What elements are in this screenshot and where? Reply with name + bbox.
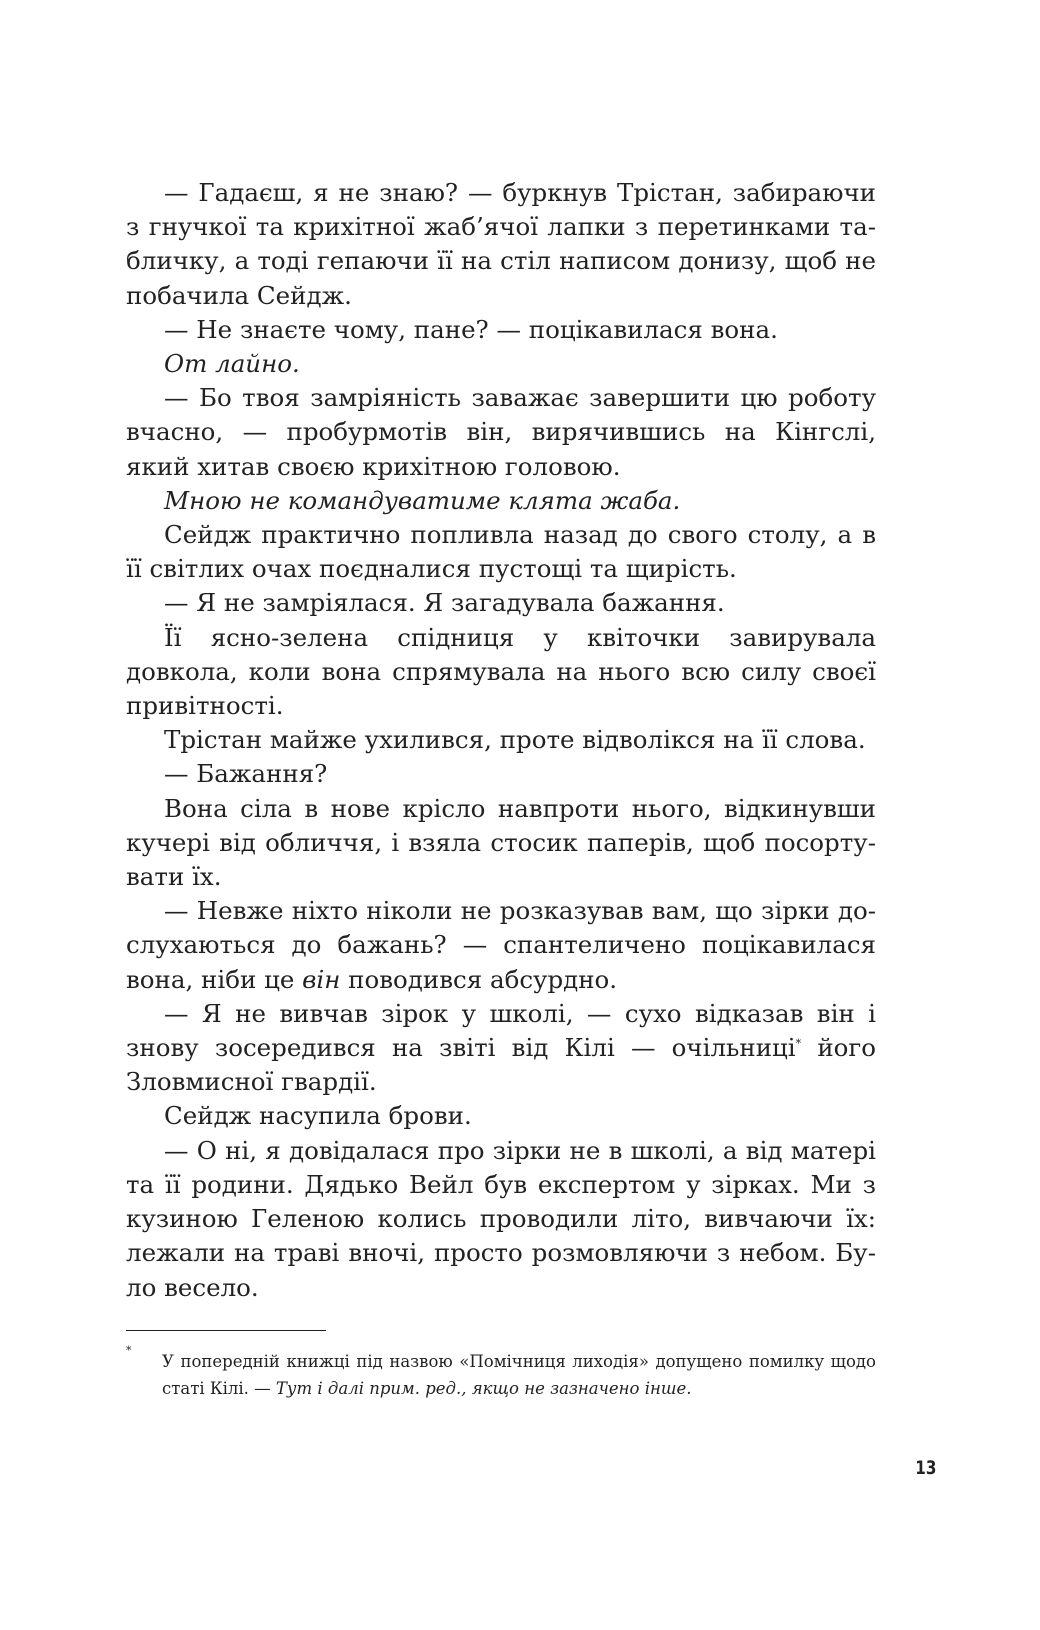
- paragraph-15: — О ні, я довідалася про зірки не в школі, а від матері та її родини. Дядько Вейл був експертом у зірках. Ми з кузиною Геленою колись проводили літо, вивчаючи їх: лежали на траві вночі, просто розмовляючи з небом. Було весело.: [126, 1135, 876, 1302]
- paragraph-12-end: поводився абсурдно.: [340, 964, 618, 994]
- paragraph-12: [126, 894, 876, 997]
- paragraph-13-start: — Я не вивчав зірок у школі, — сухо відказав він і знову зосередився на звіті від Кілі — очільниці: [126, 998, 876, 1063]
- paragraph-3: От лайно.: [164, 349, 300, 379]
- paragraph-14: Сейдж насупила брови.: [164, 1101, 472, 1131]
- paragraph-11: Вона сіла в нове крісло навпроти нього, відкинувши кучері від обличчя, і взяла стосик паперів, щоб посортувати їх.: [126, 793, 876, 892]
- footnote: [126, 1344, 876, 1402]
- paragraph-2: — Не знаєте чому, пане? — поцікавилася вона.: [164, 314, 778, 344]
- paragraph-13-end: його Зловмисної гвардії.: [126, 1033, 876, 1097]
- paragraph-13: [126, 997, 876, 1100]
- footnote-reference: *: [795, 1036, 802, 1050]
- paragraph-10: — Бажання?: [164, 759, 328, 789]
- footnote-divider: [126, 1330, 326, 1331]
- paragraph-12-start: — Невже ніхто ніколи не розказував вам, що зірки дослухаються до бажань? — спантеличено поцікавилася вона, ніби це: [126, 896, 876, 994]
- footnote-text-regular: У попередній книжці під назвою «Помічниця лиходія» допущено помилку щодо статі Кілі. —: [162, 1352, 876, 1398]
- paragraph-9: Трістан майже ухилився, проте відволікся на її слова.: [164, 725, 866, 755]
- paragraph-4: — Бо твоя замріяність заважає завершити цю роботу вчасно, — пробурмотів він, вирячившись на Кінгслі, який хитав своєю крихітною головою.: [126, 383, 876, 481]
- page-number: 13: [914, 1457, 936, 1479]
- footnote-text-italic: Тут і далі прим. ред., якщо не зазначено інше.: [275, 1379, 692, 1398]
- paragraph-8: Її ясно-зелена спідниця у квіточки завирувала довкола, коли вона спрямувала на нього всю силу своєї привітності.: [126, 622, 876, 721]
- paragraph-1: — Гадаєш, я не знаю? — буркнув Трістан, забираючи з гнучкої та крихітної жаб’ячої лапки з перетинками табличку, а тоді гепаючи її на стіл написом донизу, щоб не побачила Сейдж.: [126, 178, 876, 310]
- footnote-mark: *: [126, 1344, 132, 1357]
- paragraph-6: Сейдж практично попливла назад до свого столу, а в її світлих очах поєдналися пустощі та щирість.: [126, 520, 876, 584]
- paragraph-5: Мною не командуватиме клята жаба.: [164, 485, 681, 515]
- paragraph-12-italic: він: [302, 964, 341, 994]
- footnote-text: [126, 1348, 876, 1402]
- body-text: [126, 176, 876, 1305]
- paragraph-7: — Я не замріялася. Я загадувала бажання.: [164, 588, 725, 618]
